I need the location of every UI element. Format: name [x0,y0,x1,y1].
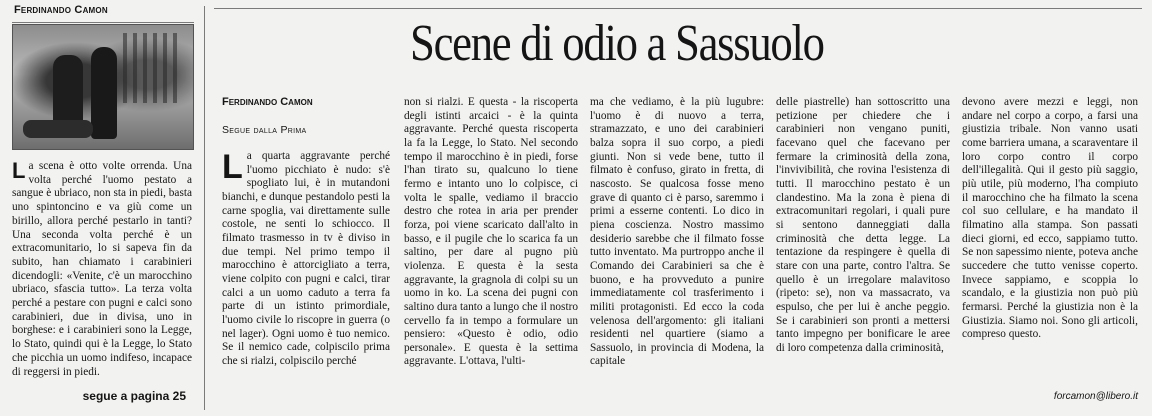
left-column-text [12,160,192,386]
photo-figure [91,47,117,139]
section-rule [12,22,194,23]
byline: Ferdinando Camon [222,96,313,108]
left-byline: Ferdinando Camon [14,4,108,16]
news-photo [12,24,194,150]
article-column-3 [590,96,764,402]
article-column-4 [776,96,950,402]
column-text: a quarta aggravante perché l'uomo picchiato è nudo: s'è spogliato lui, è in mutandoni bianchi, e dunque pestandolo pesti la carne spoglia, vai direttamente sulle costole, ne senti lo schiocco. Il filmato trasmesso in tv è diviso in due tempi. Nel primo tempo il marocchino è attorcigliato a terra, viene colpito con pugni e calci, tirar calci a un uomo caduto a terra fa parte di un istinto primordiale, l'uomo civile lo riscopre in guerra (o nel lager). Ogni uomo è tuo nemico. Se il nemico cade, colpiscilo prima che si rialzi, colpiscilo perché [222,150,390,367]
left-dropcap: L [12,160,26,183]
column-text: delle piastrelle) han sottoscritto una petizione per chiedere che i carabinieri non vengano puniti, facevano quel che facevano per fermare la criminosità della zona, l'invivibilità, che rovina l'esistenza di tutti. Il marocchino pestato è un clandestino. Ma la zona è piena di extracomunitari regolari, i quali pure si sentono danneggiati dalla criminosità che detta legge. La tentazione da respingere è quella di stare con una parte, contro l'altra. Se quello è un irregolare malavitoso (ripeto: se), non va massacrato, va espulso, che per lui è anche peggio. Se i carabinieri son pronti a mettersi tanto impegno per bonificare le aree di loro competenza dalla criminosità, [776,96,950,354]
continued-link[interactable]: segue a pagina 25 [82,389,186,403]
article-column-2 [404,96,578,402]
dropcap: L [222,150,243,186]
article-column-1 [222,150,390,402]
photo-figure [23,120,93,138]
left-body: a scena è otto volte orrenda. Una volta perché l'uomo pestato a sangue è ubriaco, non sta in piedi, basta uno spintoncino e va giù come un birillo, allora perché pestarlo in tanti? Una seconda volta perché è un extracomunitario, lo si sapeva fin da subito, han chiamato i carabinieri dicendogli: «Venite, c'è un marocchino ubriaco, sfascia tutto». La terza volta perché a pestare con pugni e calci sono carabinieri, due in divisa, uno in borghese: e i carabinieri sono la Legge, lo Stato, quindi qui è la Legge, lo Stato che picchia un uomo indifeso, incapace di reggersi in piedi. [12,160,192,378]
column-text: ma che vediamo, è la più lugubre: l'uomo è di nuovo a terra, stramazzato, e uno dei carabinieri balza sopra il suo corpo, a piedi giunti. Non si vede bene, tutto il filmato è confuso, girato in fretta, di nascosto. Se qualcosa fosse meno grave di quanto ci è parso, saremmo i primi a esserne contenti. Lo dico in piena coscienza. Nostro massimo desiderio sarebbe che il filmato fosse tutto inventato. Ma purtroppo anche il Comando dei Carabinieri sa che è buono, e ha provveduto a punire immediatamente col trasferimento i militi protagonisti. Ed ecco la coda velenosa dell'argomento: gli italiani residenti nel quartiere (siamo a Sassuolo, in provincia di Modena, la capitale [590,96,764,368]
headline: Scene di odio a Sassuolo [410,15,824,72]
top-rule [214,8,1142,9]
photo-background [123,33,183,103]
article-column-5 [962,96,1138,386]
column-text: non si rialzi. E questa - la riscoperta degli istinti arcaici - è la quinta aggravante. Perché questa riscoperta la fa la Legge, lo Stato. Nel secondo tempo il marocchino è in piedi, forse l'han tirato su, qualcuno lo tiene fermo e intanto uno lo colpisce, ci volta le spalle, vediamo il braccio destro che rotea in aria per prender forza, poi viene scaricato dall'alto in basso, e il pugile che lo scarica fa un saltino, per dare al pugno più violenza. E questa è la sesta aggravante, la gragnola di colpi su un uomo in ko. La scena dei pugni con saltino dura tanto a lungo che il nostro cervello fa in tempo a formulare un pensiero: «Questo è odio, odio personale». E questa è la settima aggravante. L'ottava, l'ulti- [404,96,578,368]
column-text: devono avere mezzi e leggi, non andare nel corpo a corpo, a farsi una giustizia tribale. Non vanno usati come barriera umana, a scaraventare il loro corpo contro il corpo dell'illegalità. Qui il gesto più saggio, più utile, più moderno, l'ha compiuto il marocchino che ha filmato la scena col suo cellulare, e ha mandato il filmatino alla stampa. Son passati dieci giorni, ed ecco, sappiamo tutto. Se non sapessimo niente, poteva anche succedere che tutto venisse coperto. Invece sappiamo, e scoppia lo scandalo, e la giustizia non può più fermarsi. Perché la giustizia non è la Giustizia. Siamo noi. Sono gli articoli, compreso questo. [962,96,1138,341]
column-divider [204,6,205,410]
kicker: Segue dalla Prima [222,124,307,136]
author-email[interactable]: forcamon@libero.it [1053,391,1138,402]
